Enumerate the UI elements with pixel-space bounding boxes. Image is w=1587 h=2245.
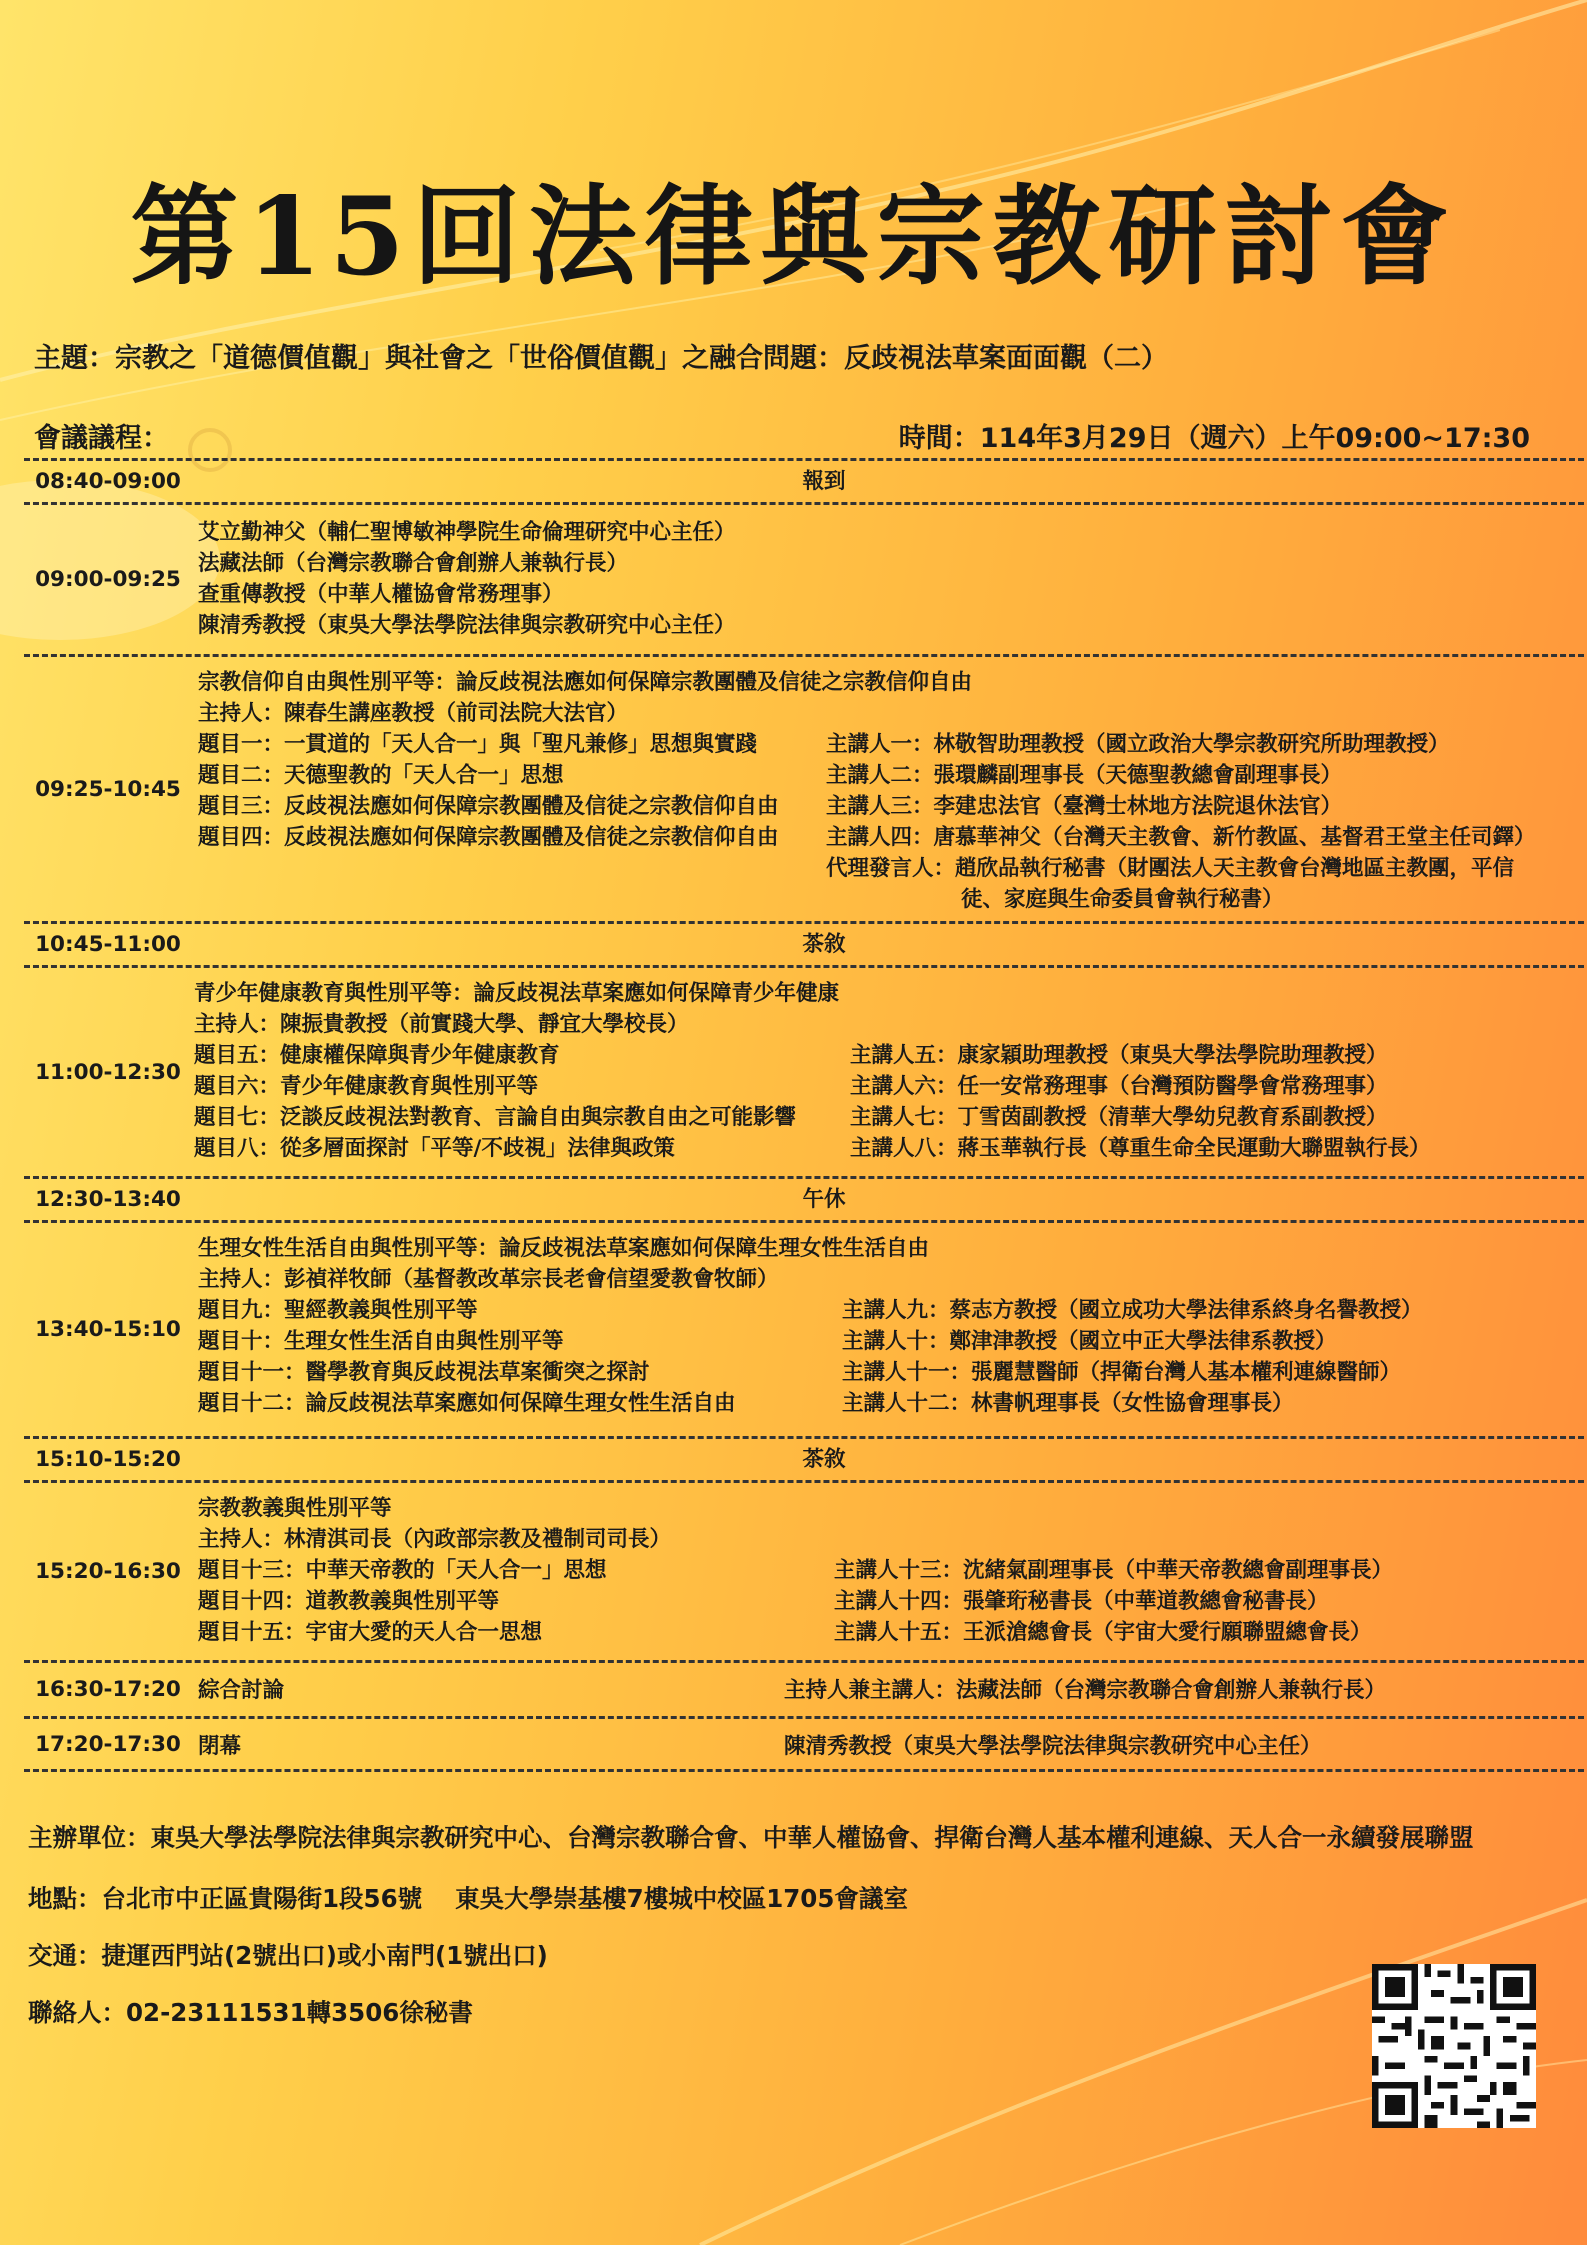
moderator: 主持人：陳春生講座教授（前司法院大法官）: [198, 701, 629, 726]
topic-item: 題目十三：中華天帝教的「天人合一」思想: [198, 1558, 607, 1583]
schedule-row: [24, 1660, 1584, 1716]
speaker-item: 主講人十二：林書帆理事長（女性協會理事長）: [842, 1391, 1294, 1416]
topic-list: [194, 978, 839, 1164]
speaker-list: [842, 1295, 1423, 1419]
schedule-row: [24, 965, 1584, 1176]
topic-item: 題目二：天德聖教的「天人合一」思想: [198, 763, 564, 788]
speaker-item: 陳清秀教授（東吳大學法學院法律與宗教研究中心主任）: [784, 1734, 1322, 1759]
speaker-item: 主講人十一：張麗慧醫師（捍衛台灣人基本權利連線醫師）: [842, 1360, 1402, 1385]
row-time: 15:20-16:30: [35, 1559, 181, 1584]
row-label: 午休: [802, 1187, 846, 1212]
row-time: 16:30-17:20: [35, 1677, 181, 1702]
speaker-item: 主講人六：任一安常務理事（台灣預防醫學會常務理事）: [850, 1074, 1388, 1099]
schedule-row: [24, 1436, 1584, 1480]
row-label: 閉幕: [198, 1734, 242, 1759]
schedule-row: [24, 1716, 1584, 1772]
speaker-item: 主講人十四：張肇珩秘書長（中華道教總會秘書長）: [834, 1589, 1329, 1614]
session-heading: 青少年健康教育與性別平等：論反歧視法草案應如何保障青少年健康: [194, 981, 840, 1006]
organizer-line: 主辦單位：東吳大學法學院法律與宗教研究中心、台灣宗教聯合會、中華人權協會、捍衛台灣人基本權利連線、天人合一永續發展聯盟: [28, 1823, 1474, 1852]
speaker-item: 主講人四：唐慕華神父（台灣天主教會、新竹教區、基督君王堂主任司鐸）: [826, 825, 1536, 850]
list-item: 陳清秀教授（東吳大學法學院法律與宗教研究中心主任）: [198, 613, 736, 638]
schedule-row: [24, 654, 1584, 921]
row-label: 茶敘: [802, 932, 846, 957]
speaker-item: 主講人一：林敬智助理教授（國立政治大學宗教研究所助理教授）: [826, 732, 1450, 757]
topic-item: 題目十一：醫學教育與反歧視法草案衝突之探討: [198, 1360, 650, 1385]
row-label: 綜合討論: [198, 1678, 285, 1703]
topic-item: 題目五：健康權保障與青少年健康教育: [194, 1043, 560, 1068]
row-time: 09:25-10:45: [35, 776, 181, 802]
speaker-item: 主講人十三：沈緒氣副理事長（中華天帝教總會副理事長）: [834, 1558, 1394, 1583]
speaker-item: 主講人八：蔣玉華執行長（尊重生命全民運動大聯盟執行長）: [850, 1136, 1431, 1161]
moderator: 主持人：彭禎祥牧師（基督教改革宗長老會信望愛教會牧師）: [198, 1267, 779, 1292]
topic-list: [198, 1493, 671, 1648]
session-heading: 宗教信仰自由與性別平等：論反歧視法應如何保障宗教團體及信徒之宗教信仰自由: [198, 670, 973, 695]
moderator: 主持人：陳振貴教授（前實踐大學、靜宜大學校長）: [194, 1012, 689, 1037]
row-time: 15:10-15:20: [35, 1447, 181, 1472]
speaker-list: [850, 1040, 1431, 1164]
topic-item: 題目十四：道教教義與性別平等: [198, 1589, 500, 1614]
topic-item: 題目八：從多層面探討「平等/不歧視」法律與政策: [194, 1136, 675, 1161]
speaker-item: 主講人十五：王派滄總會長（宇宙大愛行願聯盟總會長）: [834, 1620, 1372, 1645]
session-heading: 生理女性生活自由與性別平等：論反歧視法草案應如何保障生理女性生活自由: [198, 1236, 930, 1261]
topic-item: 題目六：青少年健康教育與性別平等: [194, 1074, 539, 1099]
qr-code-icon[interactable]: [1372, 1964, 1536, 2128]
speaker-item: 主講人七：丁雪茵副教授（清華大學幼兒教育系副教授）: [850, 1105, 1388, 1130]
topic-item: 題目三：反歧視法應如何保障宗教團體及信徒之宗教信仰自由: [198, 794, 779, 819]
list-item: 法藏法師（台灣宗教聯合會創辦人兼執行長）: [198, 551, 629, 576]
row-time: 17:20-17:30: [35, 1731, 181, 1757]
speaker-item: 主講人九：蔡志方教授（國立成功大學法律系終身名譽教授）: [842, 1298, 1423, 1323]
topic-item: 題目九：聖經教義與性別平等: [198, 1298, 478, 1323]
speaker-item: 主講人二：張環麟副理事長（天德聖教總會副理事長）: [826, 763, 1343, 788]
schedule-table: [24, 458, 1584, 1772]
moderator: 主持人：林清淇司長（內政部宗教及禮制司司長）: [198, 1527, 672, 1552]
speaker-list: [198, 517, 736, 641]
row-label: 茶敘: [802, 1447, 846, 1472]
schedule-row: [24, 921, 1584, 965]
theme-line: 主題：宗教之「道德價值觀」與社會之「世俗價值觀」之融合問題：反歧視法草案面面觀（二）: [34, 343, 1168, 374]
list-item: 艾立勤神父（輔仁聖博敏神學院生命倫理研究中心主任）: [198, 520, 736, 545]
list-item: 查重傳教授（中華人權協會常務理事）: [198, 582, 564, 607]
topic-item: 題目十：生理女性生活自由與性別平等: [198, 1329, 564, 1354]
speaker-list: [834, 1555, 1393, 1648]
schedule-row: [24, 458, 1584, 502]
row-time: 09:00-09:25: [35, 567, 181, 592]
row-time: 08:40-09:00: [35, 469, 181, 494]
agenda-label: 會議議程：: [34, 423, 169, 454]
speaker-item: 主持人兼主講人：法藏法師（台灣宗教聯合會創辦人兼執行長）: [784, 1678, 1387, 1703]
speaker-item: 代理發言人：趙欣品執行秘書（財團法人天主教會台灣地區主教團，平信: [826, 856, 1515, 881]
row-time: 12:30-13:40: [35, 1187, 181, 1212]
row-time: 11:00-12:30: [35, 1059, 181, 1085]
topic-list: [198, 1233, 929, 1419]
topic-item: 題目十五：宇宙大愛的天人合一思想: [198, 1620, 543, 1645]
contact-line: 聯絡人：02-23111531轉3506徐秘書: [28, 1998, 473, 2027]
speaker-item: 主講人三：李建忠法官（臺灣士林地方法院退休法官）: [826, 794, 1343, 819]
speaker-item: 主講人五：康家穎助理教授（東吳大學法學院助理教授）: [850, 1043, 1388, 1068]
row-time: 13:40-15:10: [35, 1317, 181, 1342]
row-time: 10:45-11:00: [35, 932, 181, 957]
speaker-item: 徒、家庭與生命委員會執行秘書）: [961, 887, 1284, 912]
topic-item: 題目四：反歧視法應如何保障宗教團體及信徒之宗教信仰自由: [198, 825, 779, 850]
topic-item: 題目一：一貫道的「天人合一」與「聖凡兼修」思想與實踐: [198, 732, 758, 757]
speaker-list: [826, 729, 1536, 915]
page-title: 第15回法律與宗教研討會: [130, 174, 1457, 300]
event-time: 時間：114年3月29日（週六）上午09:00~17:30: [898, 423, 1530, 454]
schedule-row: [24, 1220, 1584, 1436]
topic-item: 題目七：泛談反歧視法對教育、言論自由與宗教自由之可能影響: [194, 1105, 797, 1130]
schedule-row: [24, 1176, 1584, 1220]
speaker-item: 主講人十：鄭津津教授（國立中正大學法律系教授）: [842, 1329, 1337, 1354]
row-label: 報到: [802, 469, 846, 494]
topic-item: 題目十二：論反歧視法草案應如何保障生理女性生活自由: [198, 1391, 736, 1416]
schedule-row: [24, 1480, 1584, 1660]
schedule-row: [24, 502, 1584, 654]
venue-line: 地點：台北市中正區貴陽街1段56號 東吳大學崇基樓7樓城中校區1705會議室: [28, 1884, 908, 1913]
session-heading: 宗教教義與性別平等: [198, 1496, 392, 1521]
transport-line: 交通：捷運西門站(2號出口)或小南門(1號出口): [28, 1941, 548, 1970]
